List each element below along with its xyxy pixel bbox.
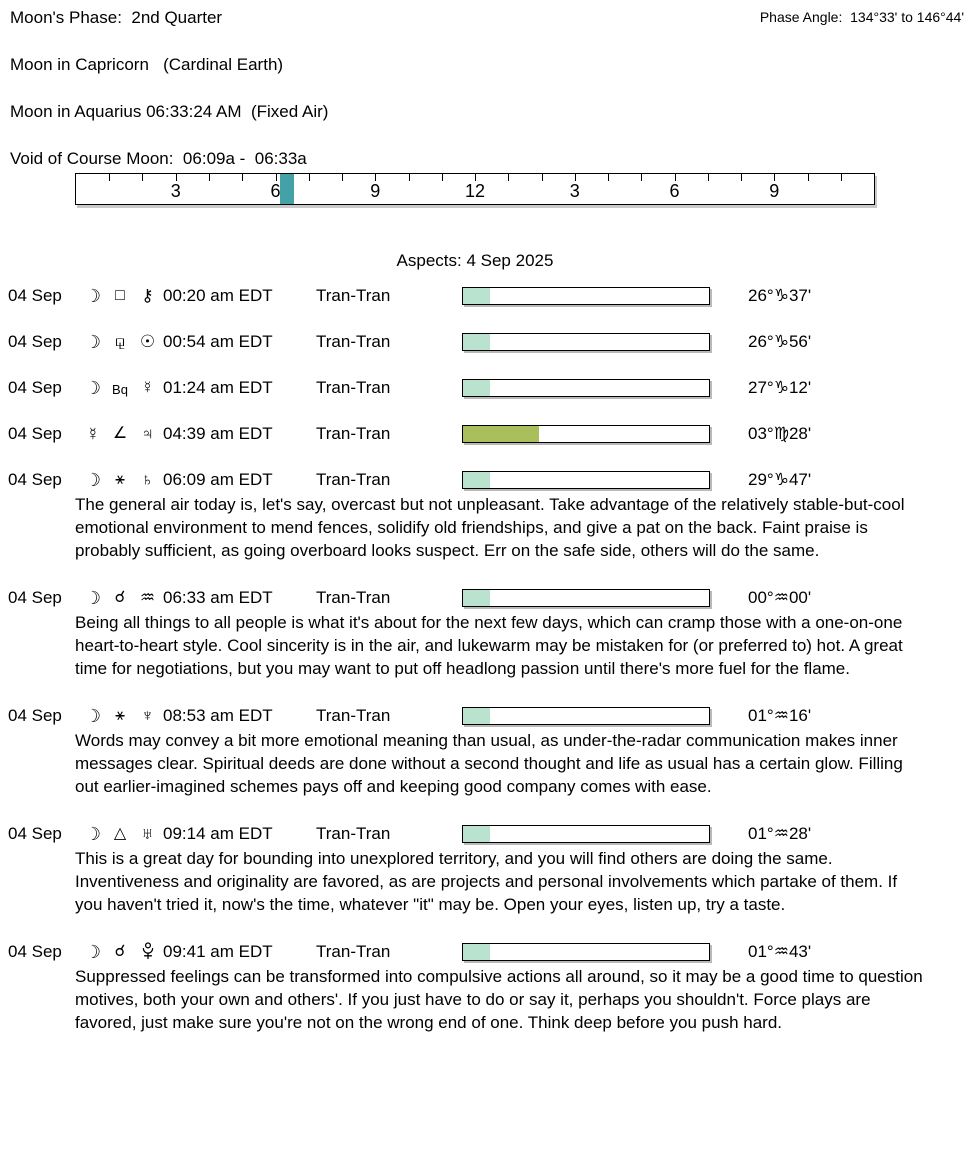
aspect-date: 04 Sep [8,424,62,443]
aspect-strength-bar [462,333,710,351]
conjunction-aspect-icon: ☌ [114,943,126,960]
aspect-position: 26°♑56' [748,332,812,351]
void-of-course-text: Void of Course Moon: 06:09a - 06:33a [10,149,307,168]
aspect-strength-fill [463,590,490,606]
moons-phase-text: Moon's Phase: 2nd Quarter [10,8,223,27]
aspect-row [0,706,974,726]
aspect-item [0,378,974,398]
moon-sign-current: Moon in Capricorn (Cardinal Earth) [10,55,284,74]
ruler-hour-label: 3 [569,181,580,201]
aspect-type: Tran-Tran [316,332,391,351]
aspect-row [0,332,974,352]
hour-tick [209,174,210,181]
aspect-row [0,470,974,490]
neptune-icon: ♆ [141,706,154,725]
moon-sign-next: Moon in Aquarius 06:33:24 AM (Fixed Air) [10,102,329,121]
hour-tick [641,174,642,181]
aspect-strength-bar [462,943,710,961]
aspect-strength-bar [462,425,710,443]
aspect-item [0,424,974,444]
aspect-strength-fill [463,708,490,724]
phase-angle-text: Phase Angle: 134°33' to 146°44' [759,9,964,25]
aspect-position: 26°♑37' [748,286,812,305]
ruler-hour-label: 6 [669,181,680,201]
aspect-date: 04 Sep [8,286,62,305]
aspect-time: 06:09 am EDT [163,470,273,489]
moon-icon: ☽ [84,942,102,962]
hour-tick [109,174,110,181]
hour-tick [142,174,143,181]
moon-icon: ☽ [84,332,102,352]
hour-tick [808,174,809,181]
hour-tick [309,174,310,181]
aspect-note: The general air today is, let's say, overcast but not unpleasant. Take advantage of the relatively stable-but-cool emotional environment to mend fences, solidify old friendships, and give a pat on the back. Faint praise is probably sufficient, as going overboard looks suspect. Err on the safe side, others will do the same. [75,495,905,560]
aspect-type: Tran-Tran [316,824,391,843]
sun-icon: ☉ [139,332,156,351]
aspect-type: Tran-Tran [316,378,391,397]
biquintile-aspect-label: Bq [112,382,128,397]
aspect-row [0,588,974,608]
ruler-hour-label: 6 [270,181,281,201]
aspect-strength-bar [462,589,710,607]
aspect-strength-fill [463,426,539,442]
ruler-hour-label: 9 [370,181,381,201]
aspect-strength-bar [462,379,710,397]
aspect-type: Tran-Tran [316,706,391,725]
aspect-position: 03°♍28' [748,424,812,443]
aspect-row [0,378,974,398]
chiron-icon: ⚷ [141,286,154,305]
aspect-strength-fill [463,472,490,488]
aspect-position: 01°♒43' [748,942,812,961]
aspect-date: 04 Sep [8,706,62,725]
hour-tick [242,174,243,181]
aspect-strength-fill [463,380,490,396]
hour-tick [409,174,410,181]
sesquiquadrate-aspect-icon: ⚼ [114,333,126,350]
moon-icon: ☽ [84,588,102,608]
hour-tick [708,174,709,181]
aspect-type: Tran-Tran [316,588,391,607]
aspect-type: Tran-Tran [316,424,391,443]
aspect-time: 04:39 am EDT [163,424,273,443]
hour-tick [608,174,609,181]
aspect-item [0,332,974,352]
semisquare-aspect-icon: ∠ [112,425,128,442]
aspect-time: 09:41 am EDT [163,942,273,961]
aspect-strength-bar [462,707,710,725]
moon-icon: ☽ [84,706,102,726]
voc-timeline [75,173,875,205]
aspect-note: This is a great day for bounding into unexplored territory, and you will find others are doing the same. Inventiveness and originality are favored, as are projects and personal involvements which partake of them. If you haven't tried it, now's the time, whatever "it" may be. Open your eyes, listen up, try a taste. [75,849,898,914]
aspect-time: 01:24 am EDT [163,378,273,397]
moon-icon: ☽ [84,470,102,490]
aspect-type: Tran-Tran [316,942,391,961]
aspect-time: 09:14 am EDT [163,824,273,843]
aspect-note: Suppressed feelings can be transformed into compulsive actions all around, so it may be a good time to question motives, both your own and others'. If you just have to do or say it, perhaps you shouldn't. Force plays are favored, just make sure you're not on the wrong end of one. Think deep before you push hard. [75,967,923,1032]
aspect-date: 04 Sep [8,942,62,961]
aspect-date: 04 Sep [8,332,62,351]
aspect-date: 04 Sep [8,588,62,607]
aspect-time: 08:53 am EDT [163,706,273,725]
hour-tick [342,174,343,181]
mercury-icon: ☿ [86,424,100,444]
aspect-row [0,286,974,306]
aspect-row [0,824,974,844]
moon-icon: ☽ [84,824,102,844]
aspect-position: 01°♒16' [748,706,812,725]
conjunction-aspect-icon: ☌ [114,589,126,606]
aspect-item [0,824,974,916]
aspect-row [0,942,974,962]
aspect-strength-bar [462,825,710,843]
trine-aspect-icon: △ [113,825,127,842]
aspect-note: Being all things to all people is what it's about for the next few days, which can cramp those with a one-on-one heart-to-heart style. Cool sincerity is in the air, and lukewarm may be mistaken for (or preferred to) hot. A great time for negotiations, but you may want to put off headlong passion until there's more fuel for the flame. [75,613,903,678]
aspect-date: 04 Sep [8,470,62,489]
aspect-position: 01°♒28' [748,824,812,843]
hour-tick [841,174,842,181]
aspect-item [0,470,974,562]
aspect-date: 04 Sep [8,378,62,397]
voc-band [280,174,293,204]
jupiter-icon: ♃ [141,424,154,443]
aspect-date: 04 Sep [8,824,62,843]
pluto-icon [134,942,161,963]
aspect-strength-fill [463,334,490,350]
aspect-strength-bar [462,287,710,305]
hour-tick [442,174,443,181]
hour-tick [508,174,509,181]
aspect-time: 06:33 am EDT [163,588,273,607]
ruler-hour-label: 9 [769,181,780,201]
aspect-item [0,286,974,306]
aspect-item [0,942,974,1034]
aspect-strength-fill [463,288,490,304]
aspect-type: Tran-Tran [316,470,391,489]
aspect-time: 00:54 am EDT [163,332,273,351]
hour-tick [542,174,543,181]
aspect-type: Tran-Tran [316,286,391,305]
aspect-position: 29°♑47' [748,470,812,489]
aspect-item [0,706,974,798]
moon-icon: ☽ [84,378,102,398]
aspect-position: 00°♒00' [748,588,812,607]
sextile-aspect-icon: ⚹ [115,707,125,724]
aspect-strength-bar [462,471,710,489]
saturn-icon: ♄ [141,470,154,489]
sextile-aspect-icon: ⚹ [115,471,125,488]
aspect-position: 27°♑12' [748,378,812,397]
aspects-title: Aspects: 4 Sep 2025 [396,251,554,270]
aspect-row [0,424,974,444]
aquarius-icon: ♒ [139,588,156,607]
square-aspect-icon: □ [115,287,125,304]
aspect-note: Words may convey a bit more emotional meaning than usual, as under-the-radar communication makes inner messages clear. Spiritual deeds are done without a second thought and life as usual has a certain glow. Filling out earlier-imagined schemes pays off and keeping good company comes with ease. [75,731,903,796]
aspect-item [0,588,974,680]
mercury-icon: ☿ [141,378,154,397]
aspect-strength-fill [463,944,490,960]
uranus-icon: ♅ [141,824,154,843]
hour-tick [741,174,742,181]
ruler-hour-label: 12 [464,181,486,201]
aspect-time: 00:20 am EDT [163,286,273,305]
ruler-hour-label: 3 [170,181,181,201]
moon-icon: ☽ [84,286,102,306]
aspect-strength-fill [463,826,490,842]
